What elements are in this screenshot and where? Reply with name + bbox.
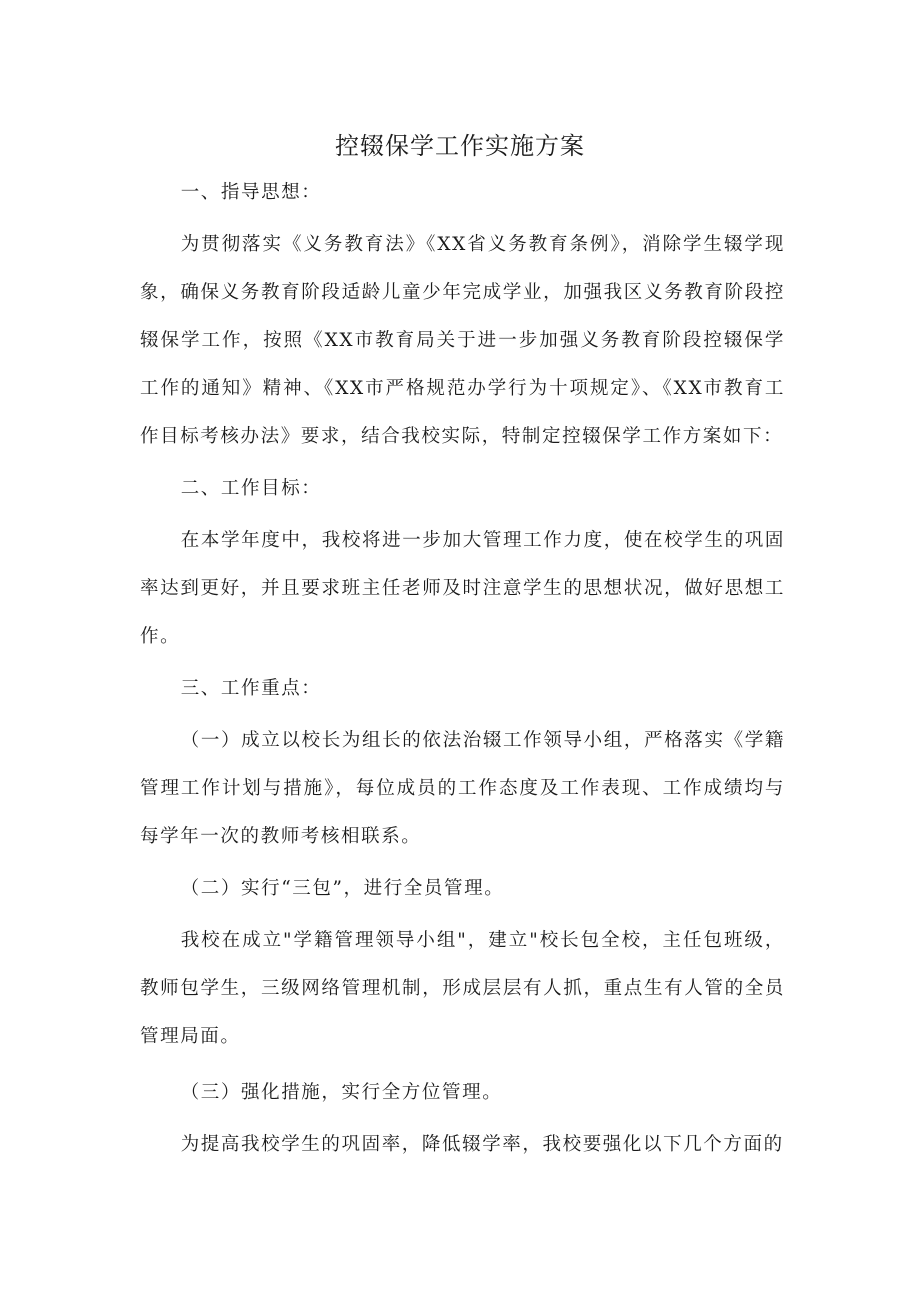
- document-title: 控辍保学工作实施方案: [335, 132, 585, 160]
- subheading-focus-item-2: （二）实行“三包”，进行全员管理。: [180, 878, 505, 899]
- paragraph-work-goals: 在本学年度中，我校将进一步加大管理工作力度，使在校学生的巩固率达到更好，并且要求班主任老师及时注意学生的思想状况，做好思想工作。: [140, 530, 785, 647]
- section-heading-work-goals: 二、工作目标：: [180, 478, 322, 499]
- subheading-focus-item-3: （三）强化措施，实行全方位管理。: [180, 1082, 503, 1103]
- document-body: [140, 169, 785, 1169]
- paragraph-focus-item-3: 为提高我校学生的巩固率，降低辍学率，我校要强化以下几个方面的: [180, 1134, 784, 1155]
- section-heading-guiding-ideology: 一、指导思想：: [180, 182, 322, 203]
- section-heading-work-focus: 三、工作重点：: [180, 678, 322, 699]
- paragraph-focus-item-1: （一）成立以校长为组长的依法治辍工作领导小组，严格落实《学籍管理工作计划与措施》，每位成员的工作态度及工作表现、工作成绩均与每学年一次的教师考核相联系。: [140, 730, 785, 847]
- paragraph-guiding-ideology: 为贯彻落实《义务教育法》《XX省义务教育条例》，消除学生辍学现象，确保义务教育阶段适龄儿童少年完成学业，加强我区义务教育阶段控辍保学工作，按照《XX市教育局关于进一步加强义务教育阶段控辍保学工作的通知》精神、《XX市严格规范办学行为十项规定》、《XX市教育工作目标考核办法》要求，结合我校实际，特制定控辍保学工作方案如下：: [140, 234, 785, 447]
- paragraph-focus-item-2: 我校在成立"学籍管理领导小组"，建立"校长包全校，主任包班级，教师包学生，三级网络管理机制，形成层层有人抓，重点生有人管的全员管理局面。: [140, 930, 785, 1047]
